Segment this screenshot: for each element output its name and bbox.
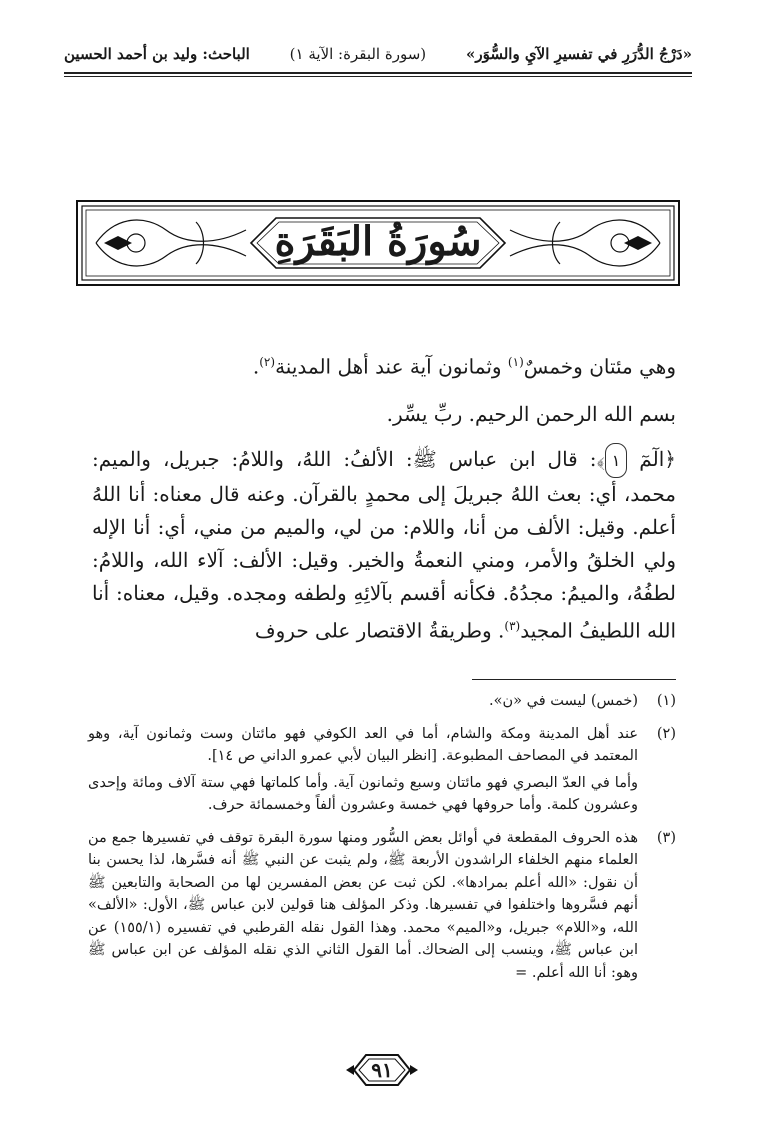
ayah-number: ١ bbox=[605, 443, 628, 478]
footnote-ref: (١) bbox=[507, 355, 524, 369]
section-reference: (سورة البقرة: الآية ١) bbox=[289, 45, 427, 63]
footnote bbox=[88, 690, 676, 717]
researcher-name: الباحث: وليد بن أحمد الحسين bbox=[64, 45, 250, 63]
footnotes bbox=[88, 690, 676, 994]
footnote-text: عند أهل المدينة ومكة والشام، أما في العد الكوفي فهو مائتان وست وثمانون آية، وهو المعتمد في المصاحف المطبوعة. [انظر البيان لأبي عمرو الداني ص ١٤]. bbox=[88, 725, 638, 764]
footnote-number: (٢) bbox=[656, 725, 676, 742]
footnote-number: (١) bbox=[656, 693, 676, 709]
header-rule bbox=[64, 72, 692, 74]
footnote-text: (خمس) ليست في «ن». bbox=[489, 693, 638, 709]
main-text bbox=[92, 346, 676, 647]
page-number: ٩١ bbox=[371, 1058, 393, 1082]
commentary-text: : قال ابن عباس ﷺ: الألفُ: اللهُ، واللامُ: جبريل، والميم: محمد، أي: بعث اللهُ جبريلَ إلى محمدٍ بالقرآن. وعنه قال معناه: أنا اللهُ أعلم. وقيل: الألف من أنا، واللام: من لي، والميم من مني، أي: أنا الإله ولي الخلقُ والأمر، ومني النعمةُ والخير. وقيل: الألف: آلاء الله، واللامُ: لطفُهُ، والميمُ: مجدُهُ. فكأنه أقسم بآلائِهِ ولطفه ومجده. وقيل، معناه: أنا الله اللطيفُ المجيد bbox=[92, 446, 676, 643]
ayah-close: ﴾ bbox=[596, 446, 605, 471]
page-number-ornament bbox=[344, 1052, 420, 1088]
footnote-separator bbox=[472, 679, 676, 680]
surah-title: سُورَةُ البَقَرَةِ bbox=[274, 218, 482, 265]
footnote-text: هذه الحروف المقطعة في أوائل بعض السُّور ومنها سورة البقرة توقف في تفسيرها جمع من العلماء منهم الخلفاء الراشدون الأربعة ﷺ، ولم يثبت عن النبي ﷺ أنه فسَّرها، لذا يحسن بنا أن نقول: «الله أعلم بمرادها». لكن ثبت عن بعض المفسرين لها من الصحابة والتابعين ﷺ أنهم فسَّروها واختلفوا في تفسيرها. وذكر المؤلف هنا قولين لابن عباس ﷺ، الأول: «الألف» الله، و«اللام» جبريل، و«الميم» محمد. وهذا القول نقله القرطبي في تفسيره (١٥٥/١) عن ابن عباس ﷺ، وينسب إلى الضحاك. أما القول الثاني الذي نقله المؤلف عن ابن عباس ﷺ وهو: أنا الله أعلم. = bbox=[88, 829, 638, 981]
commentary-paragraph: ﴿الٓمٓ ١﴾: قال ابن عباس ﷺ: الألفُ: اللهُ، واللامُ: جبريل، والميم: محمد، أي: بعث اللهُ جبريلَ إلى محمدٍ بالقرآن. وعنه قال معناه: أنا اللهُ أعلم. وقيل: الألف من أنا، واللام: من لي، والميم من مني، أي: أنا الإله ولي الخلقُ والأمر، ومني النعمةُ والخير. وقيل: الألف: آلاء الله، واللامُ: لطفُهُ، والميمُ: مجدُهُ. فكأنه أقسم بآلائِهِ ولطفه ومجده. وقيل، معناه: أنا الله اللطيفُ المجيد$^{(٣)}$. وطريقةُ الاقتصار على حروف bbox=[92, 443, 676, 648]
basmala-line: بسم الله الرحمن الرحيم. ربِّ يسِّر. bbox=[386, 401, 676, 426]
footnote-text: وأما في العدّ البصري فهو مائتان وسبع وثمانون آية. وأما كلماتها فهي ستة آلاف ومائة وإحدى وعشرون كلمة. وأما حروفها فهي خمسة وعشرون ألفاً وخمسمائة حرف. bbox=[88, 774, 638, 813]
header-rule-thin bbox=[64, 76, 692, 77]
footnote-ref: (٣) bbox=[504, 618, 521, 633]
footnote bbox=[88, 827, 676, 989]
book-title: «دَرْجُ الدُّرَرِ في تفسيرِ الآيِ والسُّوَر» bbox=[465, 45, 692, 63]
footnote bbox=[88, 723, 676, 821]
ayah-open: ﴿الٓمٓ bbox=[627, 446, 676, 471]
intro-line: وهي مئتان وخمسٌ$^{(١)}$ وثمانون آية عند أهل المدينة$^{(٢)}$. bbox=[252, 354, 676, 379]
surah-banner bbox=[76, 200, 680, 286]
running-header bbox=[64, 40, 692, 68]
footnote-ref: (٢) bbox=[259, 355, 276, 369]
footnote-number: (٣) bbox=[656, 829, 676, 846]
